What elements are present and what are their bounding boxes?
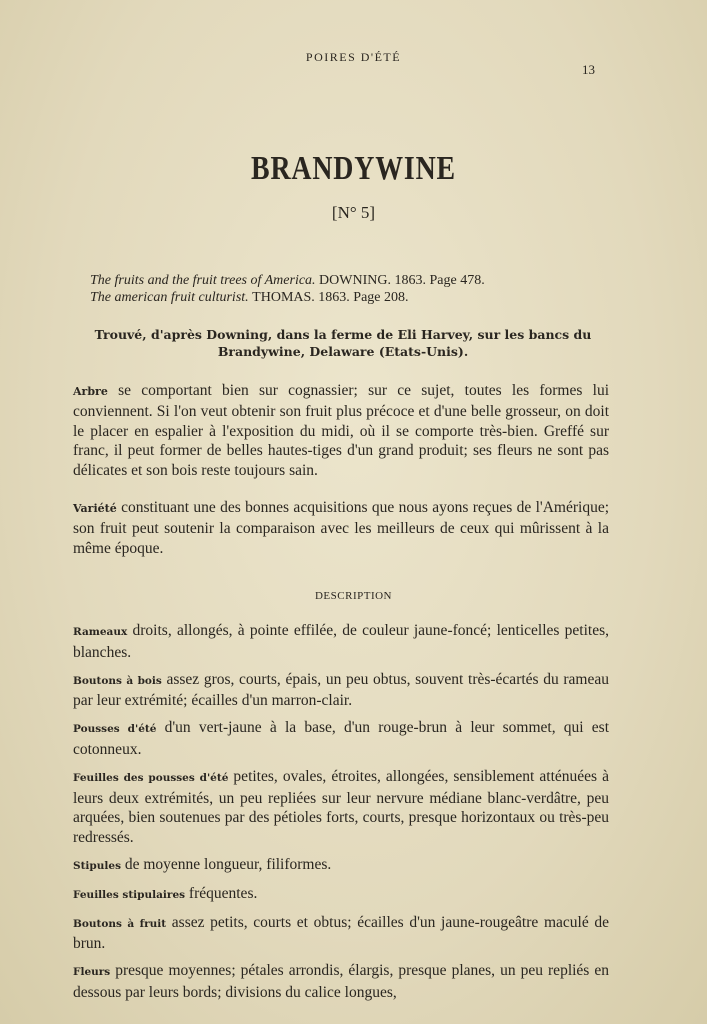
- description-term: Pousses d'été: [73, 723, 157, 736]
- description-term: Fleurs: [73, 966, 111, 979]
- reference-line: [90, 289, 590, 306]
- description-term: Rameaux: [73, 626, 128, 638]
- description-text: fréquentes.: [185, 884, 258, 902]
- paragraph-arbre: [73, 381, 609, 481]
- reference-work: The fruits and the fruit trees of America.: [90, 273, 316, 288]
- description-text: de moyenne longueur, filiformes.: [120, 855, 332, 873]
- description-item: [73, 961, 609, 1003]
- description-item: [73, 767, 609, 848]
- paragraph-text: se comportant bien sur cognassier; sur ce sujet, toutes les formes lui conviennent. Si l'on veut obtenir son fruit plus précoce et d'une belle grosseur, on doit le placer en espalier à l'exposition du midi, où il se comporte très-bien. Greffé sur franc, il peut former de belles hautes-tiges d'un grand produit; ses fleurs ne sont pas délicates et son bois reste toujours sain.: [73, 382, 609, 480]
- paragraph-term: Arbre: [73, 385, 108, 398]
- description-text: droits, allongés, à pointe effilée, de couleur jaune-foncé; lenticelles petites, blanches.: [73, 622, 609, 661]
- description-item: [73, 718, 609, 760]
- origin-statement: Trouvé, d'après Downing, dans la ferme de Eli Harvey, sur les bancs du Brandywine, Delaware (Etats-Unis).: [94, 327, 592, 359]
- description-text: presque moyennes; pétales arrondis, élargis, presque planes, un peu repliés en dessous par leurs bords; divisions du calice longues,: [73, 962, 609, 1001]
- description-term: Feuilles stipulaires: [73, 888, 186, 901]
- paragraph-variete: [73, 498, 609, 558]
- reference-work: The american fruit culturist.: [90, 290, 249, 305]
- description-term: Feuilles des pousses d'été: [73, 771, 229, 784]
- paragraph-text: constituant une des bonnes acquisitions que nous ayons reçues de l'Amérique; son fruit peut soutenir la comparaison avec les meilleurs de ceux qui mûrissent à la même époque.: [73, 499, 609, 557]
- reference-author: THOMAS.: [252, 290, 315, 305]
- description-item: [73, 855, 609, 877]
- section-heading: DESCRIPTION: [314, 590, 392, 602]
- page-number: 13: [582, 62, 595, 77]
- description-text: petites, ovales, étroites, allongées, sensiblement atténuées à leurs deux extrémités, un peu repliées sur leur nervure médiane blanc-verdâtre, peu arquées, bien soutenues par des pétioles forts, courts, presque horizontaux ou très-peu redressés.: [73, 767, 609, 847]
- description-term: Boutons à fruit: [73, 917, 167, 930]
- reference-author: DOWNING.: [319, 273, 391, 288]
- description-term: Stipules: [73, 859, 121, 872]
- reference-details: 1863. Page 208.: [318, 290, 409, 305]
- description-item: [73, 884, 609, 906]
- page-title: BRANDYWINE: [251, 150, 456, 187]
- reference-line: [90, 272, 590, 289]
- description-item: [73, 670, 609, 712]
- paragraph-term: Variété: [73, 502, 117, 515]
- description-text: d'un vert-jaune à la base, d'un rouge-brun à leur sommet, qui est cotonneux.: [73, 719, 610, 758]
- variety-number: [N° 5]: [331, 203, 376, 222]
- description-item: [73, 913, 609, 955]
- reference-details: 1863. Page 478.: [394, 273, 485, 288]
- description-term: Boutons à bois: [73, 674, 162, 687]
- description-list: [73, 621, 609, 1010]
- description-text: assez petits, courts et obtus; écailles d'un jaune-rougeâtre maculé de brun.: [73, 913, 609, 953]
- description-item: [73, 621, 609, 663]
- description-text: assez gros, courts, épais, un peu obtus, souvent très-écartés du rameau par leur extrémité; écailles d'un marron-clair.: [73, 670, 609, 710]
- references: [90, 272, 590, 306]
- running-head: POIRES D'ÉTÉ: [305, 50, 402, 64]
